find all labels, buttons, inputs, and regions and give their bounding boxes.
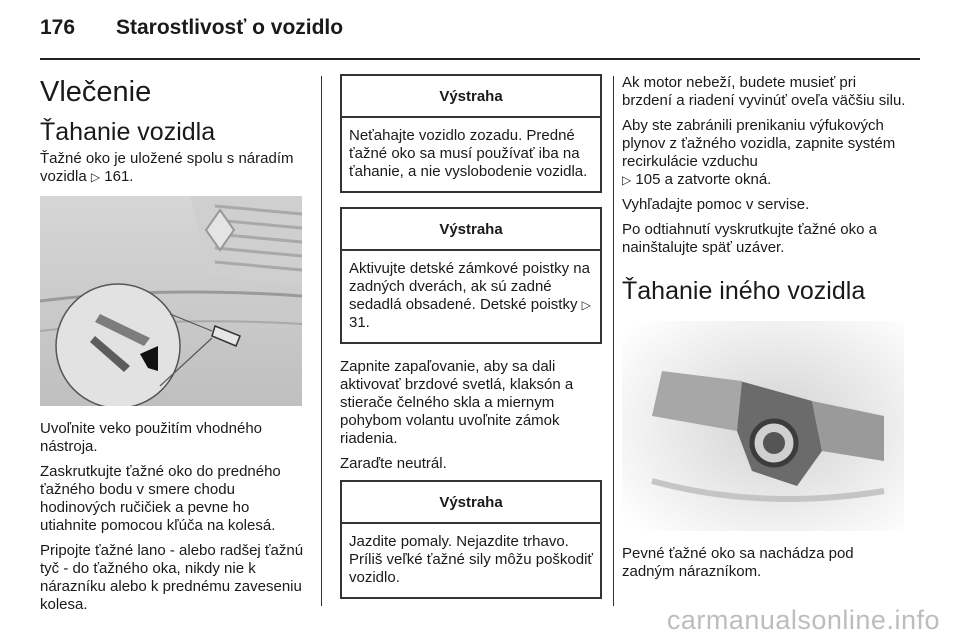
warning-title: Výstraha <box>342 482 600 524</box>
watermark: carmanualsonline.info <box>666 605 940 635</box>
warning-title: Výstraha <box>342 76 600 118</box>
column-3 <box>622 74 907 588</box>
column-1 <box>40 74 306 621</box>
rear-tow-eye-illustration <box>622 321 904 531</box>
paragraph-engine-off: Ak motor nebeží, budete musieť pri brzdení a riadení vyvinúť oveľa väčšiu silu. <box>622 74 906 109</box>
recirculation-text: Aby ste zabránili prenikaniu výfukových plynov z ťažného vozidla, zapnite systém recirkulácie vzduchu <box>622 117 896 170</box>
heading-towing: Vlečenie <box>40 76 152 108</box>
heading-towing-vehicle: Ťahanie vozidla <box>40 118 216 146</box>
column-divider-1 <box>321 76 322 606</box>
column-2 <box>340 74 602 613</box>
warning-body: Jazdite pomaly. Nejazdite trhavo. Príliš veľké ťažné sily môžu poškodiť vozidlo. <box>349 533 594 586</box>
paragraph-recirculation <box>622 117 907 189</box>
paragraph-neutral: Zaraďte neutrál. <box>340 455 447 472</box>
warning-box-2 <box>340 207 602 344</box>
page-header <box>40 16 920 50</box>
right-triangle-icon: ▷ <box>622 173 632 187</box>
warning-box-1 <box>340 74 602 193</box>
paragraph-open-cover: Uvoľnite veko použitím vhodného nástroja. <box>40 420 263 455</box>
paragraph-service: Vyhľadajte pomoc v servise. <box>622 196 810 213</box>
paragraph-ignition: Zapnite zapaľovanie, aby sa dali aktivovať brzdové svetlá, klaksón a stierače čelného skla a miernym pohybom volantu uvoľnite zámok riadenia. <box>340 358 574 447</box>
heading-towing-other-vehicle: Ťahanie iného vozidla <box>622 277 866 305</box>
warning-ref[interactable]: 31. <box>349 314 370 331</box>
warning-box-3 <box>340 480 602 599</box>
warning-body: Neťahajte vozidlo zozadu. Predné ťažné oko sa musí používať iba na ťahanie, a nie vyslobodenie vozidla. <box>349 127 588 180</box>
front-bumper-illustration <box>40 196 302 406</box>
header-rule <box>40 58 920 60</box>
right-triangle-icon: ▷ <box>90 170 101 184</box>
column-divider-2 <box>613 76 614 606</box>
page-number: 176 <box>40 16 76 39</box>
warning-title: Výstraha <box>342 209 600 251</box>
page-title: Starostlivosť o vozidlo <box>116 16 344 39</box>
caption-rear-eye: Pevné ťažné oko sa nachádza pod zadným nárazníkom. <box>622 545 854 580</box>
recirculation-ref[interactable]: 105 a zatvorte okná. <box>635 171 772 188</box>
paragraph-screw-eye: Zaskrutkujte ťažné oko do predného ťažného bodu v smere chodu hodinových ručičiek a pevne ho utiahnite pomocou kľúča na kolesá. <box>40 463 281 534</box>
intro-text: Ťažné oko je uložené spolu s náradím vozidla <box>40 150 294 185</box>
intro-ref[interactable]: 161. <box>104 168 134 185</box>
right-triangle-icon: ▷ <box>581 298 591 312</box>
warning-text: Aktivujte detské zámkové poistky na zadných dverách, ak sú zadné sedadlá obsadené. Detské poistky <box>349 260 590 313</box>
warning-body <box>342 251 600 342</box>
paragraph-attach-rope: Pripojte ťažné lano - alebo radšej ťažnú tyč - do ťažného oka, nikdy nie k nárazníku alebo k prednému zaveseniu kolesa. <box>40 542 304 613</box>
paragraph-after-towing: Po odtiahnutí vyskrutkujte ťažné oko a nainštalujte späť uzáver. <box>622 221 877 256</box>
intro-paragraph <box>40 150 306 186</box>
